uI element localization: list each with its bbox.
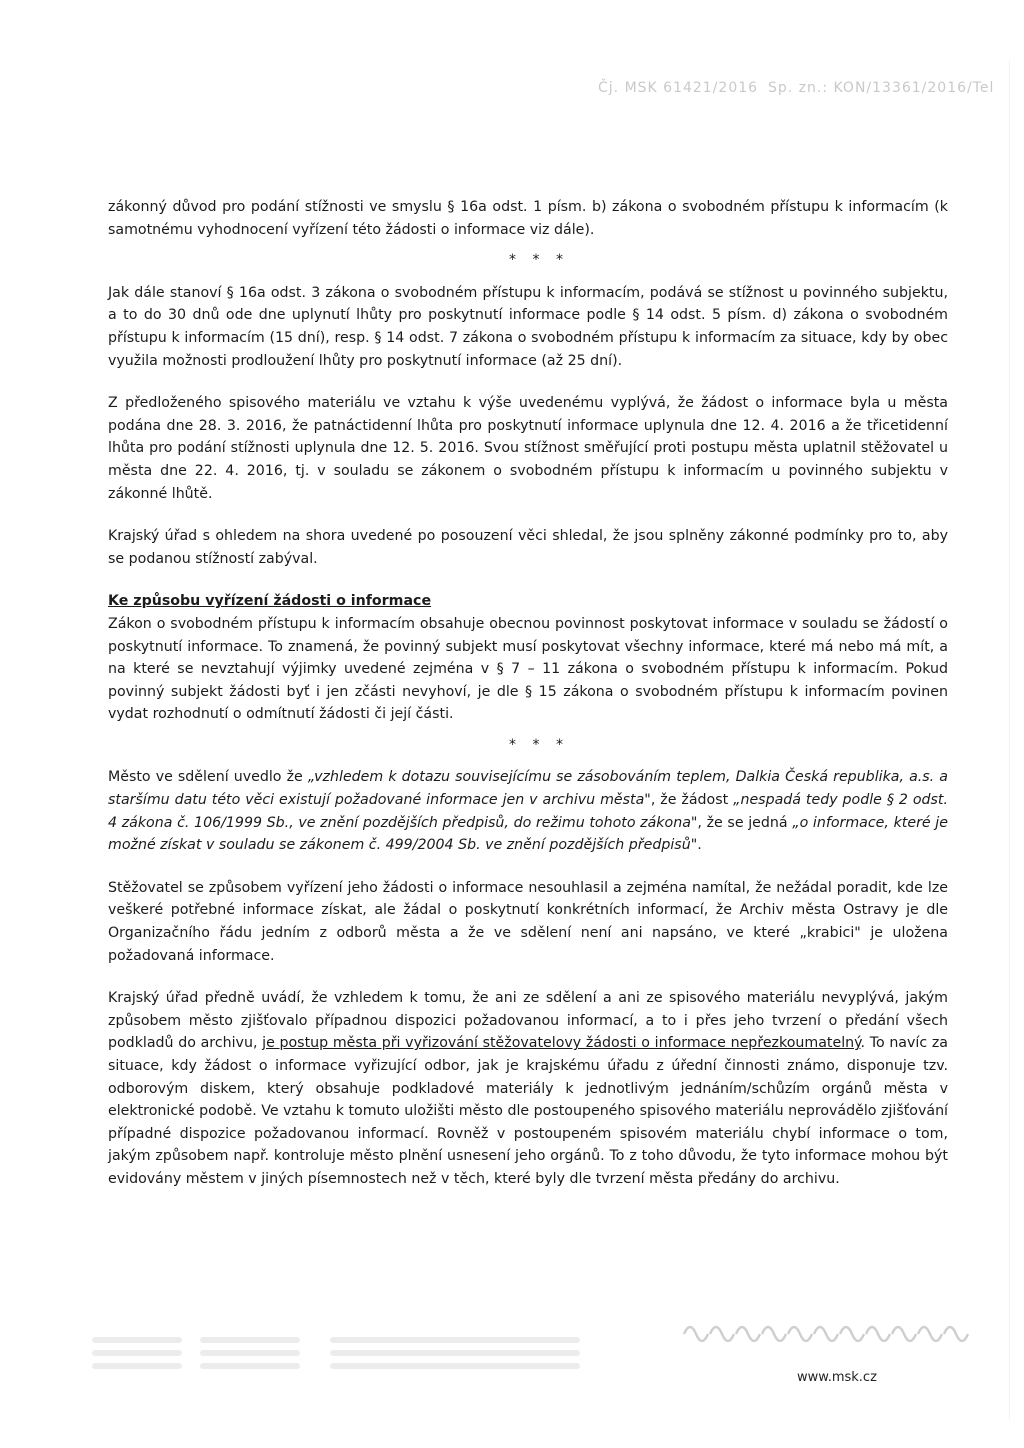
website-link[interactable]: www.msk.cz [797,1370,877,1385]
quote: „o informace, které je možné získat v souladu se zákonem č. 499/2004 Sb. ve znění pozdějších předpisů" [108,814,948,854]
paragraph-6: Město ve sdělení uvedlo že „vzhledem k dotazu souvisejícímu se zásobováním teplem, Dalkia Česká republika, a.s. a staršímu datu této věci existují požadované informace jen v archivu města", že žádost „nespadá tedy podle § 2 odst. 4 zákona č. 106/1999 Sb., ve znění pozdějších předpisů, do režimu tohoto zákona", že se jedná „o informace, které je možné získat v souladu se zákonem č. 499/2004 Sb. ve znění pozdějších předpisů". [108,769,948,854]
quote: „nespadá tedy podle § 2 odst. 4 zákona č. 106/1999 Sb., ve znění pozdějších předpisů, do režimu tohoto zákona" [108,792,948,831]
scan-edge [1009,60,1010,1420]
document-body [108,196,948,1191]
paragraph-3: Z předloženého spisového materiálu ve vztahu k výše uvedenému vyplývá, že žádost o informace byla u města podána dne 28. 3. 2016, že patnáctidenní lhůta pro poskytnutí informace uplynula dne 12. 4. 2016 a že třicetidenní lhůta pro podání stížnosti uplynula dne 12. 5. 2016. Svou stížnost směřující proti postupu města uplatnil stěžovatel u města dne 22. 4. 2016, tj. v souladu se zákonem o svobodném přístupu k informacím u povinného subjektu v zákonné lhůtě. [108,395,948,502]
wave-logo-icon [680,1314,980,1342]
file-number: Sp. zn.: KON/13361/2016/Tel [768,80,995,96]
section-separator: * * * [509,736,569,753]
paragraph-1: zákonný důvod pro podání stížnosti ve smyslu § 16a odst. 1 písm. b) zákona o svobodném přístupu k informacím (k samotnému vyhodnocení vyřízení této žádosti o informace viz dále). [108,199,948,238]
paragraph-8: Krajský úřad předně uvádí, že vzhledem k tomu, že ani ze sdělení a ani ze spisového materiálu nevyplývá, jakým způsobem město zjišťovalo případnou dispozici požadovanou informací, a to i přes jeho tvrzení o předání všech podkladů do archivu, je postup města při vyřizování stěžovatelovy žádosti o informace nepřezkoumatelný. To navíc za situace, kdy žádost o informace vyřizující odbor, jak je krajskému úřadu z úřední činnosti známo, disponuje tzv. odborovým diskem, který obsahuje podkladové materiály k jednotlivým jednáním/schůzím orgánů města v elektronické podobě. Ve vztahu k tomuto uložišti město dle postoupeného spisového materiálu neprovádělo zjišťování případné dispozice požadovanou informací. Rovněž v postoupeném spisovém materiálu chybí informace o tom, jakým způsobem např. kontroluje město plnění usnesení jeho orgánů. To z toho důvodu, že tyto informace mohou být evidovány městem v jiných písemnostech než v těch, které byly dle tvrzení města předány do archivu. [108,990,948,1187]
section-separator: * * * [509,252,569,269]
reference-number: Čj. MSK 61421/2016 [598,80,759,96]
underlined-conclusion: je postup města při vyřizování stěžovatelovy žádosti o informace nepřezkoumatelný [262,1035,861,1052]
paragraph-7: Stěžovatel se způsobem vyřízení jeho žádosti o informace nesouhlasil a zejména namítal, že nežádal poradit, kde lze veškeré potřebné informace získat, ale žádal o poskytnutí konkrétních informací, že Archiv města Ostravy je dle Organizačního řádu jedním z odborů města a že ve sdělení není ani napsáno, ve které „krabici" je uložena požadovaná informace. [108,879,948,964]
paragraph-5: Zákon o svobodném přístupu k informacím obsahuje obecnou povinnost poskytovat informace v souladu se žádostí o poskytnutí informace. To znamená, že povinný subjekt musí poskytovat všechny informace, které má nebo má mít, a na které se nevztahují výjimky uvedené zejména v § 7 – 11 zákona o svobodném přístupu k informacím. Pokud povinný subjekt žádosti byť i jen zčásti nevyhoví, je dle § 15 zákona o svobodném přístupu k informacím povinen vydat rozhodnutí o odmítnutí žádosti či její části. [108,615,948,723]
section-heading: Ke způsobu vyřízení žádosti o informace [108,593,432,610]
paragraph-2: Jak dále stanoví § 16a odst. 3 zákona o svobodném přístupu k informacím, podává se stížnost u povinného subjektu, a to do 30 dnů ode dne uplynutí lhůty pro poskytnutí informace podle § 14 odst. 5 písm. d) zákona o svobodném přístupu k informacím (15 dní), resp. § 14 odst. 7 zákona o svobodném přístupu k informacím za situace, kdy by obec využila možnosti prodloužení lhůty pro poskytnutí informace (až 25 dní). [108,284,948,369]
logo-pattern [680,1314,980,1342]
paragraph-4: Krajský úřad s ohledem na shora uvedené po posouzení věci shledal, že jsou splněny zákonné podmínky pro to, aby se podanou stížností zabýval. [108,528,948,567]
quote: „vzhledem k dotazu souvisejícímu se zásobováním teplem, Dalkia Česká republika, a.s. a staršímu datu této věci existují požadované informace jen v archivu města" [108,769,948,809]
